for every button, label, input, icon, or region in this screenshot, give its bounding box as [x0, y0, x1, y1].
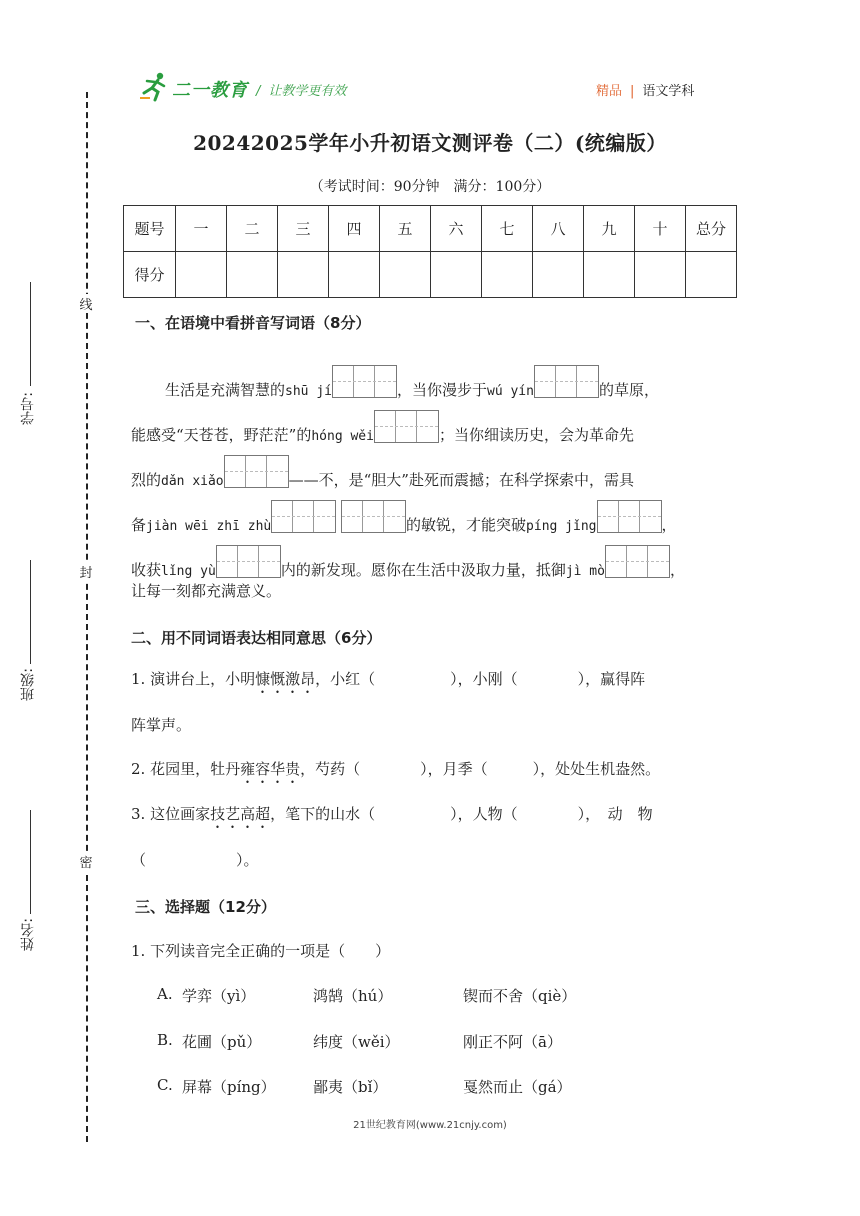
- binding-char-secret: 密: [78, 852, 94, 871]
- answer-grid[interactable]: [374, 410, 439, 443]
- name-underline[interactable]: [30, 810, 31, 914]
- s1-text: 备: [131, 516, 147, 534]
- s1-text: 的敏锐，才能突破: [406, 516, 527, 534]
- score-table-header-row: [124, 206, 737, 252]
- s1-line-2: [131, 410, 634, 445]
- score-col: 六: [431, 206, 482, 252]
- score-cell[interactable]: [482, 252, 533, 298]
- option-word: 戛然而止（gá）: [463, 1078, 572, 1096]
- section2-heading: 二、用不同词语表达相同意思（6分）: [131, 629, 382, 647]
- option-c[interactable]: [157, 1076, 572, 1096]
- score-table-label: 题号: [124, 206, 176, 252]
- s1-text: ——不，是“胆大”赴死而震撼；在科学探索中，需具: [288, 471, 634, 489]
- header-tag-subject: 语文学科: [642, 84, 695, 99]
- s1-text: 让每一刻都充满意义。: [131, 582, 282, 600]
- pinyin: píng jǐng: [526, 519, 597, 534]
- page-title: 20242025学年小升初语文测评卷（二）(统编版）: [193, 131, 667, 155]
- score-cell[interactable]: [635, 252, 686, 298]
- score-cell[interactable]: [584, 252, 635, 298]
- score-cell[interactable]: [278, 252, 329, 298]
- footer-source: 21世纪教育网(www.21cnjy.com): [353, 1120, 507, 1131]
- s1-line-1: [165, 365, 659, 400]
- emphasized-word: 技艺高超: [210, 805, 271, 823]
- pinyin: shū jí: [285, 384, 332, 399]
- s1-line-5: [131, 545, 685, 580]
- pinyin: jì mò: [565, 564, 605, 579]
- answer-grid[interactable]: [224, 455, 289, 488]
- s1-text: 收获: [131, 561, 162, 579]
- s1-text: 内的新发现。愿你在生活中汲取力量，抵御: [280, 561, 566, 579]
- score-cell[interactable]: [431, 252, 482, 298]
- q-text: ，小红（ ），小刚（ ），赢得阵: [315, 670, 646, 688]
- score-cell[interactable]: [329, 252, 380, 298]
- section3-heading: 三、选择题（12分）: [135, 898, 276, 916]
- s2-question-2: [131, 758, 660, 787]
- q-text: 1. 演讲台上，小明: [131, 670, 256, 688]
- option-word: 刚正不阿（ā）: [463, 1033, 562, 1051]
- s1-text: ，: [661, 516, 677, 534]
- score-cell[interactable]: [533, 252, 584, 298]
- score-col: 三: [278, 206, 329, 252]
- pinyin: jiàn wēi zhī zhù: [146, 519, 272, 534]
- score-row-label: 得分: [124, 252, 176, 298]
- score-cell-total[interactable]: [686, 252, 737, 298]
- s1-text: ，当你漫步于: [396, 381, 487, 399]
- score-col: 五: [380, 206, 431, 252]
- option-word: 锲而不舍（qiè）: [463, 987, 577, 1005]
- score-col-total: 总分: [686, 206, 737, 252]
- answer-grid[interactable]: [341, 500, 406, 533]
- s2-question-3-cont: （ ）。: [131, 851, 259, 869]
- option-word: 鄙夷（bǐ）: [313, 1078, 388, 1096]
- option-label: C.: [157, 1076, 173, 1094]
- binding-char-seal: 封: [78, 562, 94, 581]
- exam-info: （考试时间：90分钟 满分：100分）: [309, 179, 551, 195]
- q-text: 2. 花园里，牡丹: [131, 760, 241, 778]
- pinyin: lǐng yù: [161, 564, 216, 579]
- answer-grid[interactable]: [332, 365, 397, 398]
- score-col: 八: [533, 206, 584, 252]
- class-underline[interactable]: [30, 560, 31, 664]
- student-id-label: 学号:: [20, 392, 36, 425]
- score-col: 四: [329, 206, 380, 252]
- section1-heading: 一、在语境中看拼音写词语（8分）: [135, 314, 371, 332]
- binding-char-line: 线: [78, 294, 94, 313]
- logo-runner-icon: [138, 71, 168, 103]
- pinyin: wú yín: [487, 384, 534, 399]
- header-slogan: / 让教学更有效: [256, 84, 347, 99]
- option-word: 鸿鹄（hú）: [313, 987, 393, 1005]
- option-a[interactable]: [157, 985, 577, 1005]
- header-tag-premium: 精品: [596, 84, 623, 99]
- s2-question-1-cont: 阵掌声。: [131, 716, 192, 734]
- answer-grid[interactable]: [216, 545, 281, 578]
- emphasized-word: 雍容华贵: [240, 760, 301, 778]
- score-cell[interactable]: [227, 252, 278, 298]
- score-col: 一: [176, 206, 227, 252]
- score-col: 七: [482, 206, 533, 252]
- pinyin: dǎn xiǎo: [161, 474, 224, 489]
- score-table: [123, 205, 737, 298]
- s1-line-3: [131, 455, 634, 490]
- option-word: 花圃（pǔ）: [182, 1033, 262, 1051]
- score-cell[interactable]: [380, 252, 431, 298]
- option-label: B.: [157, 1031, 173, 1049]
- answer-grid[interactable]: [534, 365, 599, 398]
- s1-text: ；当你细读历史，会为革命先: [438, 426, 634, 444]
- pinyin: hóng wěi: [311, 429, 374, 444]
- s1-text: 的草原，: [598, 381, 659, 399]
- header-tags: 精品 | 语文学科: [596, 84, 695, 99]
- score-col: 二: [227, 206, 278, 252]
- score-table-score-row: [124, 252, 737, 298]
- score-cell[interactable]: [176, 252, 227, 298]
- q-text: ，芍药（ ），月季（ ），处处生机盎然。: [300, 760, 661, 778]
- score-col: 十: [635, 206, 686, 252]
- s1-line-6: [131, 580, 281, 601]
- s1-text: 能感受“天苍苍，野茫茫”的: [131, 426, 312, 444]
- s1-line-4: [131, 500, 677, 535]
- option-word: 学弈（yì）: [182, 987, 256, 1005]
- name-label: 姓名:: [20, 918, 36, 951]
- slogan-text: 让教学更有效: [268, 84, 347, 99]
- logo-text: 二一教育: [172, 80, 248, 101]
- score-col: 九: [584, 206, 635, 252]
- answer-grid[interactable]: [271, 500, 336, 533]
- binding-dashed-line: [86, 92, 88, 1142]
- option-label: A.: [157, 985, 173, 1003]
- class-label: 班级:: [20, 668, 36, 701]
- q-text: 3. 这位画家: [131, 805, 211, 823]
- s3-question-1: 1. 下列读音完全正确的一项是（ ）: [131, 942, 391, 960]
- answer-grid[interactable]: [605, 545, 670, 578]
- s1-text: 生活是充满智慧的: [165, 381, 286, 399]
- option-word: 屏幕（píng）: [182, 1078, 276, 1096]
- q-text: ，笔下的山水（ ），人物（ ）， 动 物: [270, 805, 653, 823]
- s2-question-1: [131, 668, 645, 697]
- option-word: 纬度（wěi）: [313, 1033, 400, 1051]
- option-b[interactable]: [157, 1031, 562, 1051]
- s1-text: 烈的: [131, 471, 162, 489]
- s2-question-3: [131, 803, 653, 832]
- s1-text: ，: [669, 561, 685, 579]
- answer-grid[interactable]: [597, 500, 662, 533]
- student-id-underline[interactable]: [30, 282, 31, 386]
- emphasized-word: 慷慨激昂: [255, 670, 316, 688]
